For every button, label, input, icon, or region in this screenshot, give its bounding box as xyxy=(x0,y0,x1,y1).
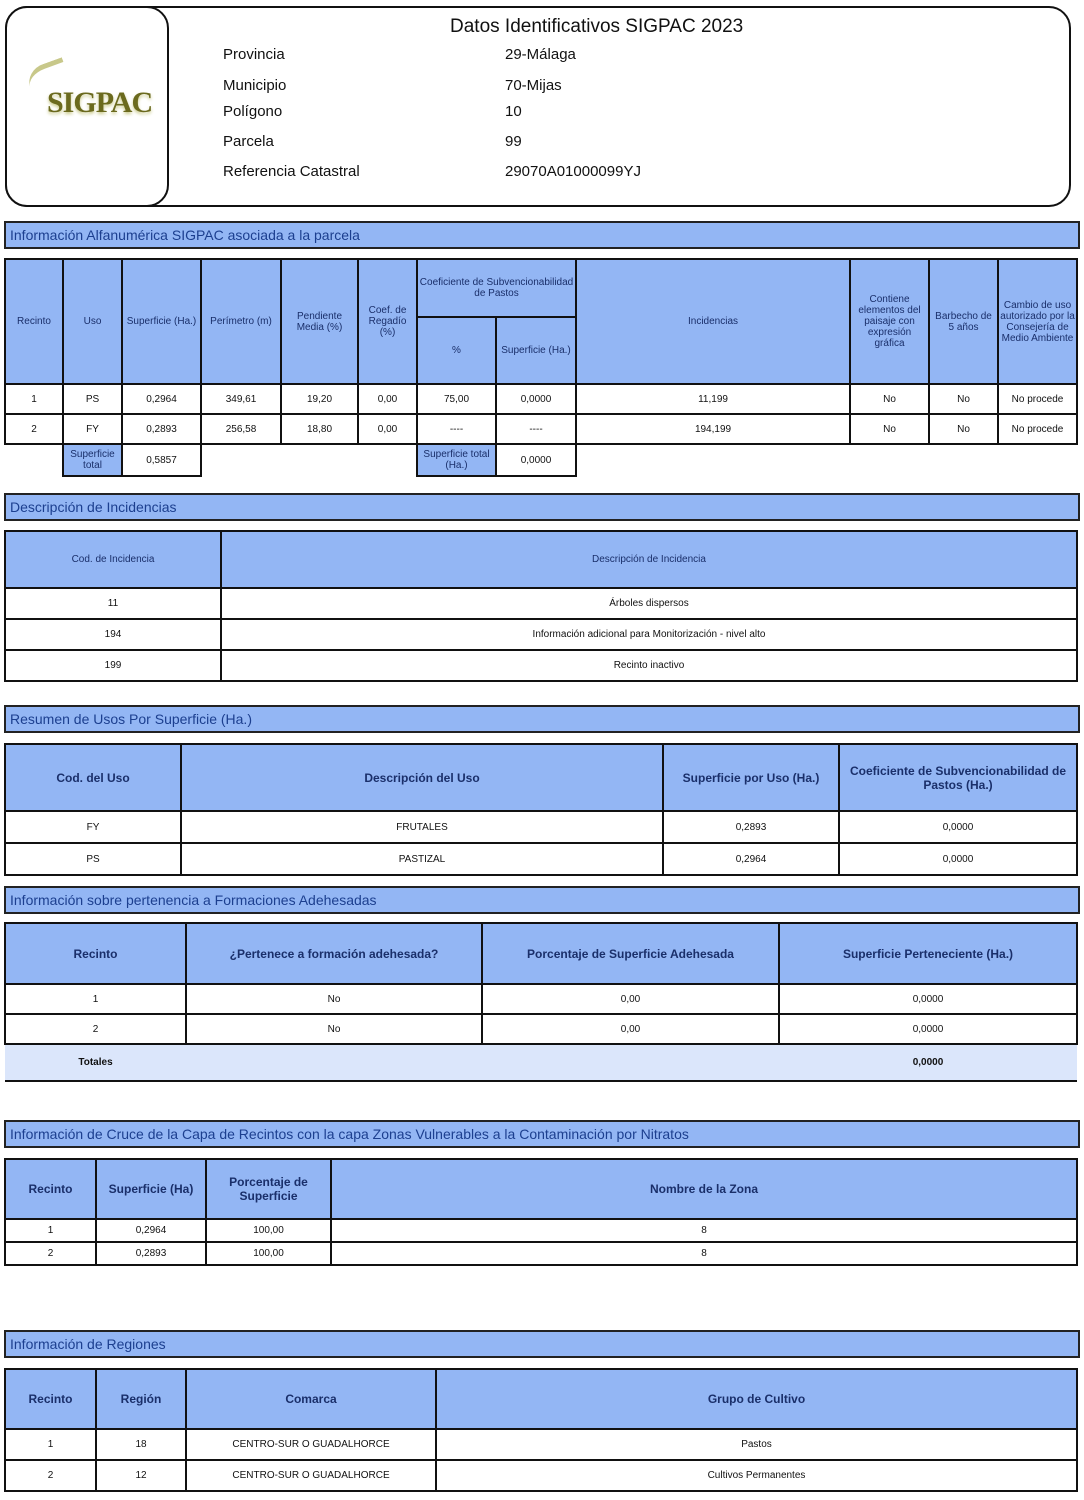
cell: No procede xyxy=(998,384,1077,414)
cell: 0,00 xyxy=(482,1014,779,1044)
field-value: 29070A01000099YJ xyxy=(505,163,641,180)
cell: 8 xyxy=(331,1219,1077,1242)
cell: 12 xyxy=(96,1460,186,1491)
table-row xyxy=(5,588,1077,619)
cell: Cultivos Permanentes xyxy=(436,1460,1077,1491)
cell: 1 xyxy=(5,1429,96,1460)
col-superficie: Superficie (Ha.) xyxy=(122,259,201,384)
column-header: Descripción del Uso xyxy=(181,744,663,811)
cell: 2 xyxy=(5,1460,96,1491)
total-cell xyxy=(186,1044,482,1081)
totals-row xyxy=(5,1044,1077,1081)
col-cap: Coeficiente de Subvencionabilidad de Pastos xyxy=(417,259,576,317)
col-cambio-uso: Cambio de uso autorizado por la Consejería de Medio Ambiente xyxy=(998,259,1077,384)
cell: No procede xyxy=(998,414,1077,444)
cell: No xyxy=(929,414,998,444)
incidencias-table xyxy=(4,530,1078,682)
table-row xyxy=(5,1219,1077,1242)
table-row xyxy=(5,384,1077,414)
cell: CENTRO-SUR O GUADALHORCE xyxy=(186,1460,436,1491)
column-header: Recinto xyxy=(5,923,186,984)
total2-label: Superficie total (Ha.) xyxy=(417,444,496,476)
field-label: Parcela xyxy=(223,133,274,150)
cell: ---- xyxy=(496,414,576,444)
col-cap-sup: Superficie (Ha.) xyxy=(496,317,576,384)
col-paisaje: Contiene elementos del paisaje con expresión gráfica xyxy=(850,259,929,384)
nitratos-table xyxy=(4,1158,1078,1266)
report-title: Datos Identificativos SIGPAC 2023 xyxy=(450,16,744,37)
cell: No xyxy=(929,384,998,414)
cell: 1 xyxy=(5,1219,96,1242)
cell: 0,00 xyxy=(482,984,779,1014)
cell: ---- xyxy=(417,414,496,444)
cell: 11,199 xyxy=(576,384,850,414)
field-value: 70-Mijas xyxy=(505,77,562,94)
column-header: ¿Pertenece a formación adehesada? xyxy=(186,923,482,984)
cell: 11 xyxy=(5,588,221,619)
total-value: 0,5857 xyxy=(122,444,201,476)
cell: 194,199 xyxy=(576,414,850,444)
column-header: Coeficiente de Subvencionabilidad de Pastos (Ha.) xyxy=(839,744,1077,811)
col-cap-pct: % xyxy=(417,317,496,384)
table-row xyxy=(5,1014,1077,1044)
logo-box xyxy=(5,6,169,207)
cell: No xyxy=(186,1014,482,1044)
total-cell xyxy=(482,1044,779,1081)
field-label: Polígono xyxy=(223,103,283,120)
cell: 1 xyxy=(5,984,186,1014)
cell: 8 xyxy=(331,1242,1077,1265)
column-header: Recinto xyxy=(5,1159,96,1219)
cell: 0,0000 xyxy=(839,811,1077,843)
section-alfanumerica: Información Alfanumérica SIGPAC asociada a la parcela xyxy=(4,221,1080,249)
cell: FY xyxy=(5,811,181,843)
column-header: Recinto xyxy=(5,1369,96,1429)
cell: 2 xyxy=(5,414,63,444)
cell: 0,2964 xyxy=(122,384,201,414)
cell: PASTIZAL xyxy=(181,843,663,875)
column-header: Cod. del Uso xyxy=(5,744,181,811)
table-row xyxy=(5,984,1077,1014)
column-header: Superficie (Ha) xyxy=(96,1159,206,1219)
cell: 194 xyxy=(5,619,221,650)
total2-value: 0,0000 xyxy=(496,444,576,476)
cell: 100,00 xyxy=(206,1219,331,1242)
section-s2: Descripción de Incidencias xyxy=(4,493,1080,521)
cell: Información adicional para Monitorización - nivel alto xyxy=(221,619,1077,650)
column-header: Porcentaje de Superficie xyxy=(206,1159,331,1219)
cell: 199 xyxy=(5,650,221,681)
table-row xyxy=(5,414,1077,444)
table-row xyxy=(5,843,1077,875)
cell: CENTRO-SUR O GUADALHORCE xyxy=(186,1429,436,1460)
column-header: Porcentaje de Superficie Adehesada xyxy=(482,923,779,984)
cell: Pastos xyxy=(436,1429,1077,1460)
total-label: Superficie total xyxy=(63,444,122,476)
recintos-table xyxy=(4,258,1078,477)
cell: 0,00 xyxy=(358,384,417,414)
total-cell: Totales xyxy=(5,1044,186,1081)
cell: 0,0000 xyxy=(839,843,1077,875)
cell: 0,0000 xyxy=(496,384,576,414)
usos-table xyxy=(4,743,1078,876)
column-header: Nombre de la Zona xyxy=(331,1159,1077,1219)
cell: 0,2893 xyxy=(663,811,839,843)
total-cell: 0,0000 xyxy=(779,1044,1077,1081)
col-pendiente: Pendiente Media (%) xyxy=(281,259,358,384)
column-header: Cod. de Incidencia xyxy=(5,531,221,588)
field-value: 29-Málaga xyxy=(505,46,576,63)
adehesadas-table xyxy=(4,922,1078,1082)
field-label: Provincia xyxy=(223,46,285,63)
table-row xyxy=(5,1429,1077,1460)
column-header: Superficie Perteneciente (Ha.) xyxy=(779,923,1077,984)
cell: Recinto inactivo xyxy=(221,650,1077,681)
cell: 0,0000 xyxy=(779,984,1077,1014)
field-label: Municipio xyxy=(223,77,287,94)
col-regadio: Coef. de Regadío (%) xyxy=(358,259,417,384)
cell: PS xyxy=(5,843,181,875)
cell: 18,80 xyxy=(281,414,358,444)
col-barbecho: Barbecho de 5 años xyxy=(929,259,998,384)
cell: No xyxy=(850,414,929,444)
cell: No xyxy=(850,384,929,414)
cell: 0,2964 xyxy=(663,843,839,875)
cell: 75,00 xyxy=(417,384,496,414)
cell: No xyxy=(186,984,482,1014)
cell: 0,0000 xyxy=(779,1014,1077,1044)
cell: 2 xyxy=(5,1014,186,1044)
column-header: Grupo de Cultivo xyxy=(436,1369,1077,1429)
cell: 18 xyxy=(96,1429,186,1460)
cell: Árboles dispersos xyxy=(221,588,1077,619)
cell: 100,00 xyxy=(206,1242,331,1265)
cell: FY xyxy=(63,414,122,444)
cell: FRUTALES xyxy=(181,811,663,843)
cell: 256,58 xyxy=(201,414,281,444)
col-recinto: Recinto xyxy=(5,259,63,384)
cell: 349,61 xyxy=(201,384,281,414)
column-header: Superficie por Uso (Ha.) xyxy=(663,744,839,811)
table-row xyxy=(5,811,1077,843)
column-header: Comarca xyxy=(186,1369,436,1429)
table-row xyxy=(5,619,1077,650)
section-s6: Información de Regiones xyxy=(4,1330,1080,1358)
section-s4: Información sobre pertenencia a Formaciones Adehesadas xyxy=(4,886,1080,914)
field-value: 99 xyxy=(505,133,522,150)
cell: 0,00 xyxy=(358,414,417,444)
table-row xyxy=(5,1242,1077,1265)
table-row xyxy=(5,1460,1077,1491)
section-s3: Resumen de Usos Por Superficie (Ha.) xyxy=(4,705,1080,733)
cell: PS xyxy=(63,384,122,414)
field-label: Referencia Catastral xyxy=(223,163,360,180)
col-incidencias: Incidencias xyxy=(576,259,850,384)
col-uso: Uso xyxy=(63,259,122,384)
table-row xyxy=(5,650,1077,681)
column-header: Descripción de Incidencia xyxy=(221,531,1077,588)
cell: 0,2893 xyxy=(96,1242,206,1265)
cell: 2 xyxy=(5,1242,96,1265)
field-value: 10 xyxy=(505,103,522,120)
sigpac-logo: SIGPAC xyxy=(47,86,153,119)
col-perimetro: Perímetro (m) xyxy=(201,259,281,384)
cell: 1 xyxy=(5,384,63,414)
regiones-table xyxy=(4,1368,1078,1492)
cell: 0,2964 xyxy=(96,1219,206,1242)
column-header: Región xyxy=(96,1369,186,1429)
section-s5: Información de Cruce de la Capa de Recintos con la capa Zonas Vulnerables a la Contaminación por Nitratos xyxy=(4,1120,1080,1148)
cell: 19,20 xyxy=(281,384,358,414)
cell: 0,2893 xyxy=(122,414,201,444)
